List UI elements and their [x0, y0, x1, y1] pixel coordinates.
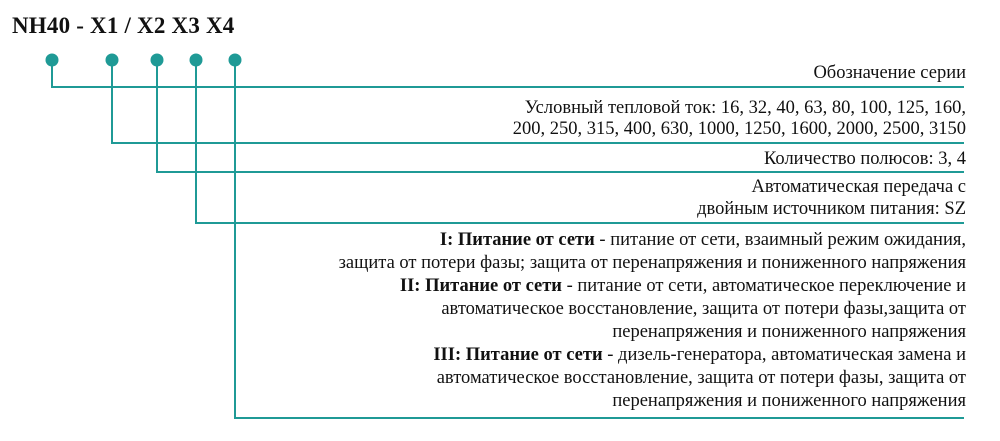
- rated-current-line-2: 200, 250, 315, 400, 630, 1000, 1250, 1600, 2000, 2500, 3150: [512, 119, 966, 139]
- mode-2-line-1: [400, 276, 966, 297]
- mode-3-line-2: автоматическое восстановление, защита от потери фазы, защита от: [436, 368, 966, 388]
- mode-2-desc-start: - питание от сети, автоматическое переключение и: [561, 276, 966, 296]
- series-designation-label: Обозначение серии: [813, 63, 966, 83]
- mode-3-line-1: [433, 345, 966, 366]
- marker-dot-x1: [106, 54, 119, 67]
- mode-1-desc-start: - питание от сети, взаимный режим ожидания,: [594, 230, 966, 250]
- mode-3-title: III: Питание от сети: [433, 345, 603, 365]
- marker-dot-x4: [229, 54, 242, 67]
- marker-dot-x3: [190, 54, 203, 67]
- mode-3-desc-start: - дизель-генератора, автоматическая замена и: [602, 345, 966, 365]
- mode-3-line-3: перенапряжения и пониженного напряжения: [612, 391, 966, 411]
- marker-dot-series: [46, 54, 59, 67]
- ats-label-line-1: Автоматическая передача с: [751, 177, 966, 197]
- mode-1-line-1: [440, 230, 966, 251]
- ats-label-line-2: двойным источником питания: SZ: [697, 199, 966, 219]
- mode-2-line-3: перенапряжения и пониженного напряжения: [612, 322, 966, 342]
- mode-1-title: I: Питание от сети: [439, 230, 595, 250]
- mode-2-line-2: автоматическое восстановление, защита от потери фазы,защита от: [441, 299, 966, 319]
- mode-2-title: II: Питание от сети: [399, 276, 562, 296]
- marker-dot-x2: [151, 54, 164, 67]
- model-code-title: NH40 - X1 / X2 X3 X4: [12, 13, 235, 38]
- rated-current-line-1: Условный тепловой ток: 16, 32, 40, 63, 80, 100, 125, 160,: [524, 98, 966, 118]
- poles-count-label: Количество полюсов: 3, 4: [764, 149, 966, 169]
- mode-1-line-2: защита от потери фазы; защита от перенапряжения и пониженного напряжения: [338, 253, 966, 273]
